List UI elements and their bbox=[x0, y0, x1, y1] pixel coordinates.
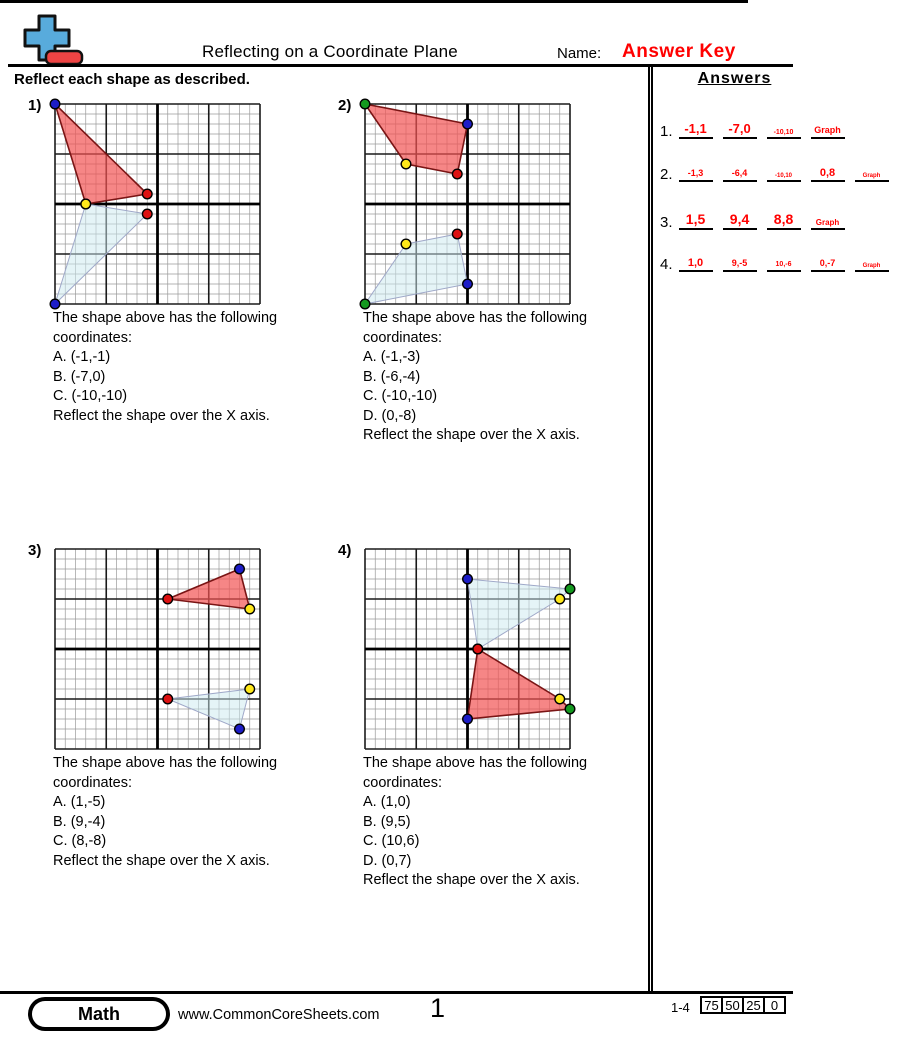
answer-blank: Graph bbox=[811, 126, 845, 139]
reflected-vertex-dot-yellow bbox=[555, 694, 565, 704]
score-cell: 75 bbox=[700, 996, 723, 1014]
coords-intro: The shape above has the following coordinates: bbox=[53, 755, 278, 791]
problem-number: 4) bbox=[338, 542, 352, 559]
coordinate-line: B. (-7,0) bbox=[53, 368, 106, 385]
reflected-vertex-dot-red bbox=[452, 169, 462, 179]
answer-row-number: 2. bbox=[660, 166, 673, 184]
score-cell: 0 bbox=[763, 996, 786, 1014]
coordinate-line: B. (9,5) bbox=[363, 813, 411, 830]
coordinate-line: C. (10,6) bbox=[363, 833, 420, 849]
original-vertex-dot-blue bbox=[50, 299, 60, 309]
reflected-vertex-dot-yellow bbox=[401, 159, 411, 169]
answer-row bbox=[660, 122, 855, 139]
score-table bbox=[700, 996, 786, 1014]
coordinate-line: C. (-10,-10) bbox=[53, 388, 128, 404]
coordinate-line: A. (-1,-3) bbox=[363, 349, 421, 365]
coordinate-grid bbox=[53, 547, 262, 751]
reflected-vertex-dot-blue bbox=[463, 119, 473, 129]
commoncoresheets-logo bbox=[22, 13, 84, 66]
coordinate-line: A. (1,0) bbox=[363, 794, 411, 810]
coordinate-line: D. (0,-8) bbox=[363, 407, 417, 424]
coords-intro: The shape above has the following coordinates: bbox=[53, 310, 278, 346]
original-vertex-dot-blue bbox=[463, 279, 473, 289]
reflected-vertex-dot-red bbox=[142, 189, 152, 199]
reflected-vertex-dot-red bbox=[473, 644, 483, 654]
answer-blank: -1,3 bbox=[679, 169, 713, 182]
coordinate-grid bbox=[363, 547, 572, 751]
answer-row bbox=[660, 212, 855, 230]
original-vertex-dot-red bbox=[452, 229, 462, 239]
original-vertex-dot-green bbox=[360, 299, 370, 309]
coordinate-line: B. (-6,-4) bbox=[363, 368, 421, 385]
problem-text bbox=[363, 754, 645, 891]
reflected-vertex-dot-green bbox=[360, 99, 370, 109]
reflect-instruction: Reflect the shape over the X axis. bbox=[363, 427, 580, 443]
answer-blank: 0,-7 bbox=[811, 259, 845, 272]
coordinate-line: C. (-10,-10) bbox=[363, 388, 438, 404]
reflected-vertex-dot-yellow bbox=[81, 199, 91, 209]
original-vertex-dot-blue bbox=[235, 724, 245, 734]
math-badge bbox=[28, 997, 170, 1031]
problem-number: 2) bbox=[338, 97, 352, 114]
problem-text bbox=[53, 309, 335, 426]
top-border-rule bbox=[0, 0, 748, 3]
coordinate-line: C. (8,-8) bbox=[53, 833, 107, 849]
original-vertex-dot-green bbox=[565, 584, 575, 594]
answer-blank: 1,5 bbox=[679, 212, 713, 230]
answer-blank: -6,4 bbox=[723, 169, 757, 182]
problem-text bbox=[363, 309, 645, 446]
math-badge-label: Math bbox=[32, 1001, 166, 1027]
answer-row-number: 1. bbox=[660, 123, 673, 141]
answer-row-number: 3. bbox=[660, 214, 673, 232]
reflected-vertex-dot-blue bbox=[463, 714, 473, 724]
coordinate-line: D. (0,7) bbox=[363, 852, 412, 869]
answer-key-label: Answer Key bbox=[622, 41, 736, 62]
answer-blank: Graph bbox=[855, 263, 889, 273]
answer-blank: -1,1 bbox=[679, 122, 713, 139]
answer-row bbox=[660, 167, 899, 182]
answer-blank: -10,10 bbox=[767, 173, 801, 183]
answer-blank: Graph bbox=[855, 173, 889, 183]
problem-number: 3) bbox=[28, 542, 42, 559]
reflected-vertex-dot-red bbox=[163, 594, 173, 604]
reflect-instruction: Reflect the shape over the X axis. bbox=[53, 852, 270, 869]
problem-text bbox=[53, 754, 335, 871]
reflected-vertex-dot-blue bbox=[50, 99, 60, 109]
site-url: www.CommonCoreSheets.com bbox=[178, 1007, 380, 1023]
original-vertex-dot-yellow bbox=[245, 684, 255, 694]
answer-blank: 0,8 bbox=[811, 167, 845, 182]
page-title: Reflecting on a Coordinate Plane bbox=[202, 42, 458, 61]
original-vertex-dot-red bbox=[163, 694, 173, 704]
original-vertex-dot-yellow bbox=[555, 594, 565, 604]
original-vertex-dot-blue bbox=[463, 574, 473, 584]
reflect-instruction: Reflect the shape over the X axis. bbox=[53, 407, 270, 424]
coordinate-line: B. (9,-4) bbox=[53, 813, 106, 830]
worksheet-instruction: Reflect each shape as described. bbox=[14, 71, 250, 88]
reflect-instruction: Reflect the shape over the X axis. bbox=[363, 872, 580, 888]
reflected-vertex-dot-green bbox=[565, 704, 575, 714]
coordinate-line: A. (1,-5) bbox=[53, 794, 106, 810]
original-vertex-dot-yellow bbox=[401, 239, 411, 249]
name-label: Name: bbox=[557, 45, 602, 62]
answer-blank: 1,0 bbox=[679, 257, 713, 272]
score-cell: 25 bbox=[742, 996, 765, 1014]
score-range-label: 1-4 bbox=[671, 1000, 690, 1015]
coords-intro: The shape above has the following coordinates: bbox=[363, 310, 588, 346]
answer-blank: -7,0 bbox=[723, 122, 757, 139]
answer-blank: -10,10 bbox=[767, 129, 801, 140]
answer-blank: 9,-5 bbox=[723, 259, 757, 272]
score-cell: 50 bbox=[721, 996, 744, 1014]
answers-title: Answers bbox=[697, 70, 772, 87]
coordinate-grid bbox=[363, 102, 572, 306]
answer-row bbox=[660, 257, 899, 272]
plus-minus-logo-icon bbox=[22, 13, 84, 66]
original-vertex-dot-red bbox=[142, 209, 152, 219]
answer-blank: 8,8 bbox=[767, 212, 801, 230]
answer-blank: Graph bbox=[811, 219, 845, 231]
reflected-vertex-dot-yellow bbox=[245, 604, 255, 614]
footer-divider bbox=[0, 991, 793, 994]
answer-row-number: 4. bbox=[660, 256, 673, 274]
coords-intro: The shape above has the following coordinates: bbox=[363, 755, 588, 791]
answer-blank: 9,4 bbox=[723, 212, 757, 230]
coordinate-grid bbox=[53, 102, 262, 306]
coordinate-line: A. (-1,-1) bbox=[53, 349, 111, 365]
problem-number: 1) bbox=[28, 97, 42, 114]
page-number: 1 bbox=[430, 993, 446, 1023]
answer-blank: 10,-6 bbox=[767, 261, 801, 272]
reflected-vertex-dot-blue bbox=[235, 564, 245, 574]
answers-panel bbox=[648, 66, 881, 993]
